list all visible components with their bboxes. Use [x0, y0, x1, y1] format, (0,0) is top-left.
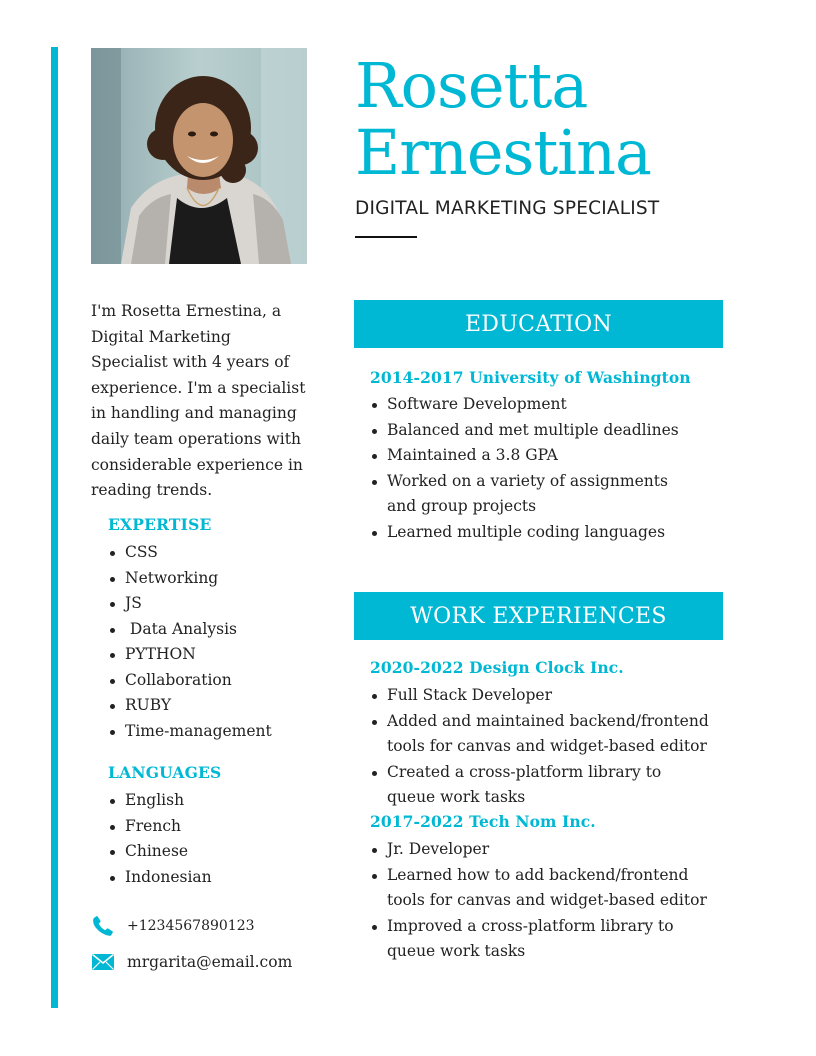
list-item: French	[125, 814, 212, 840]
profile-photo	[91, 48, 307, 264]
list-item: English	[125, 788, 212, 814]
title-divider	[355, 236, 417, 238]
list-item: Maintained a 3.8 GPA	[387, 443, 727, 469]
education-entry-title: 2014-2017 University of Washington	[370, 368, 691, 387]
list-item: Data Analysis	[125, 617, 272, 643]
work-entry-title: 2017-2022 Tech Nom Inc.	[370, 812, 596, 831]
list-item: Worked on a variety of assignments and group projects	[387, 469, 697, 520]
list-item: Collaboration	[125, 668, 272, 694]
work-bullets-2	[387, 837, 727, 965]
list-item: RUBY	[125, 693, 272, 719]
list-item: Indonesian	[125, 865, 212, 891]
candidate-name	[355, 49, 795, 189]
list-item: Learned multiple coding languages	[387, 520, 727, 546]
work-bullets-1	[387, 683, 727, 811]
work-banner: WORK EXPERIENCES	[354, 592, 723, 640]
expertise-heading: EXPERTISE	[108, 515, 212, 534]
contact-phone[interactable]	[91, 916, 255, 936]
list-item: PYTHON	[125, 642, 272, 668]
list-item: Software Development	[387, 392, 727, 418]
languages-heading: LANGUAGES	[108, 763, 222, 782]
list-item: Full Stack Developer	[387, 683, 727, 709]
list-item: Improved a cross-platform library to queue work tasks	[387, 914, 717, 965]
languages-list	[125, 788, 212, 890]
education-bullets	[387, 392, 727, 545]
list-item: JS	[125, 591, 272, 617]
mail-icon	[91, 952, 115, 972]
list-item: Balanced and met multiple deadlines	[387, 418, 727, 444]
phone-icon	[91, 916, 115, 936]
email-address: mrgarita@email.com	[127, 953, 293, 971]
expertise-list	[125, 540, 272, 744]
list-item: Added and maintained backend/frontend tools for canvas and widget-based editor	[387, 709, 712, 760]
job-title: DIGITAL MARKETING SPECIALIST	[355, 198, 660, 219]
work-entry-title: 2020-2022 Design Clock Inc.	[370, 658, 624, 677]
list-item: Created a cross-platform library to queue work tasks	[387, 760, 712, 811]
last-name: Ernestina	[355, 116, 651, 189]
contact-email[interactable]	[91, 952, 292, 972]
education-banner: EDUCATION	[354, 300, 723, 348]
phone-number: +1234567890123	[127, 918, 255, 934]
list-item: Learned how to add backend/frontend tools for canvas and widget-based editor	[387, 863, 727, 914]
list-item: Networking	[125, 566, 272, 592]
accent-side-bar	[51, 47, 58, 1008]
about-summary: I'm Rosetta Ernestina, a Digital Marketing Specialist with 4 years of experience. I'm a specialist in handling and managing daily team operations with considerable experience in reading trends.	[91, 302, 306, 500]
list-item: Time-management	[125, 719, 272, 745]
first-name: Rosetta	[355, 49, 588, 122]
list-item: CSS	[125, 540, 272, 566]
list-item: Jr. Developer	[387, 837, 727, 863]
list-item: Chinese	[125, 839, 212, 865]
